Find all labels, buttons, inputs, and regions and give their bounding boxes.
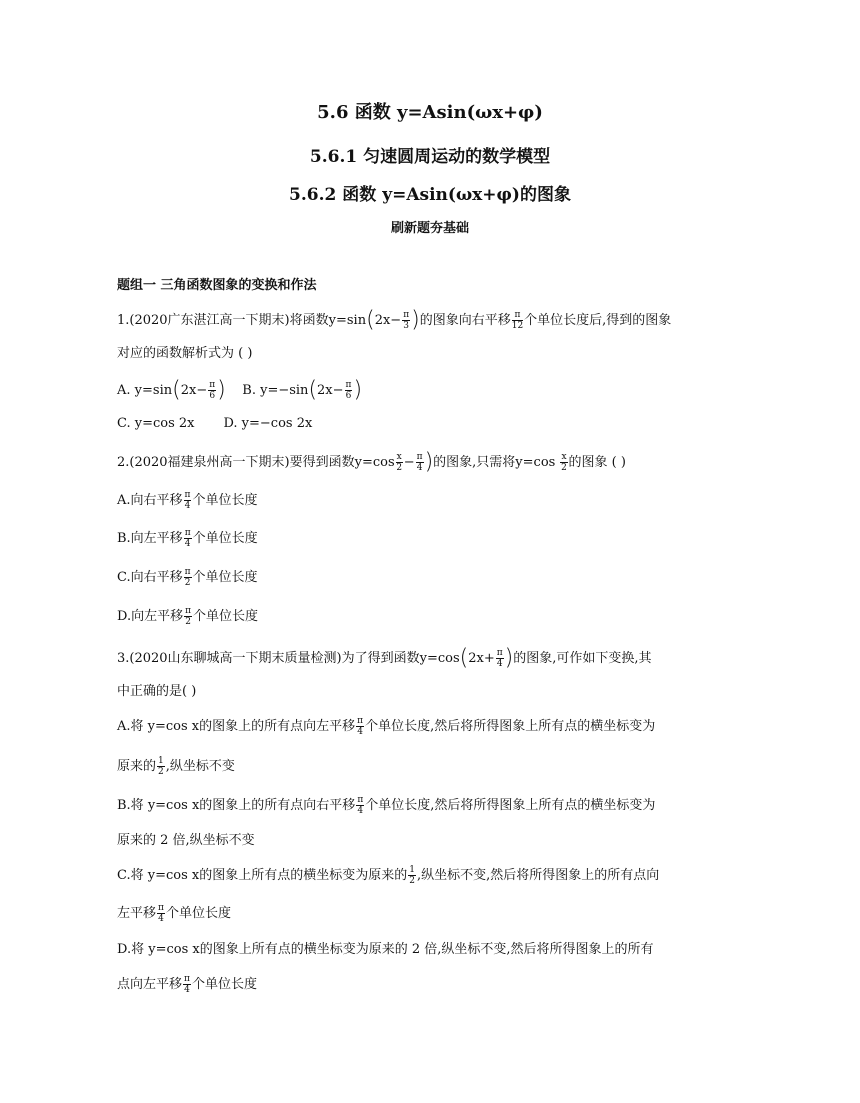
question-3-option-b-line-1: B.将 y=cos x的图象上的所有点向右平移 $\frac{\pi}{4}$ 个单位长度,然后将所得图象上所有点的横坐标变为 — [117, 795, 656, 816]
question-3-option-c-line-2: 左平移 $\frac{\pi}{4}$ 个单位长度 — [117, 903, 231, 924]
subsection-title-2: 5.6.2 函数 y=Asin(ωx+φ)的图象 — [289, 185, 571, 205]
subsection-title-1: 5.6.1 匀速圆周运动的数学模型 — [309, 147, 551, 167]
section-tag: 刷新题夯基础 — [390, 221, 469, 236]
question-2-option-b: B.向左平移 $\frac{\pi}{4}$ 个单位长度 — [117, 528, 258, 549]
section-title: 5.6 函数 y=Asin(ωx+φ) — [317, 102, 543, 123]
question-2-option-a: A.向右平移 $\frac{\pi}{4}$ 个单位长度 — [117, 490, 258, 511]
question-3-option-c-line-1: C.将 y=cos x的图象上所有点的横坐标变为原来的 $\frac{1}{2}$ ,纵坐标不变,然后将所得图象上的所有点向 — [117, 865, 660, 886]
question-3-option-d-line-1: D.将 y=cos x的图象上所有点的横坐标变为原来的 2 倍,纵坐标不变,然后将所得图象上的所有 — [117, 942, 654, 957]
group-heading: 题组一 三角函数图象的变换和作法 — [117, 278, 317, 293]
question-2-stem: 2.(2020福建泉州高一下期末)要得到函数y=cos $\frac{x}{2}$ − $\frac{\pi}{4}$ )的图象,只需将y=cos $\frac{x}{2}$ 的图象 ( ) — [117, 449, 626, 475]
question-1-line-2: 对应的函数解析式为 ( ) — [117, 346, 253, 361]
question-3-option-a-line-2: 原来的 $\frac{1}{2}$ ,纵坐标不变 — [117, 756, 235, 777]
question-1-options-ab: A. y=sin(2x− $\frac{\pi}{6}$ ) B. y=−sin(2x− $\frac{\pi}{6}$ ) — [117, 377, 363, 403]
question-1-line-1: 1.(2020广东湛江高一下期末)将函数y=sin(2x− $\frac{\pi}{3}$ )的图象向右平移 $\frac{\pi}{12}$ 个单位长度后,得到的图象 — [117, 307, 672, 333]
question-2-option-c: C.向右平移 $\frac{\pi}{2}$ 个单位长度 — [117, 567, 258, 588]
question-1-options-cd: C. y=cos 2x D. y=−cos 2x — [117, 416, 313, 431]
question-3-line-1: 3.(2020山东聊城高一下期末质量检测)为了得到函数y=cos(2x+ $\frac{\pi}{4}$ )的图象,可作如下变换,其 — [117, 645, 652, 671]
question-3-line-2: 中正确的是( ) — [117, 684, 197, 699]
question-3-option-d-line-2: 点向左平移 $\frac{\pi}{4}$ 个单位长度 — [117, 974, 257, 995]
question-3-option-a-line-1: A.将 y=cos x的图象上的所有点向左平移 $\frac{\pi}{4}$ 个单位长度,然后将所得图象上所有点的横坐标变为 — [117, 716, 656, 737]
question-2-option-d: D.向左平移 $\frac{\pi}{2}$ 个单位长度 — [117, 606, 259, 627]
question-3-option-b-line-2: 原来的 2 倍,纵坐标不变 — [117, 833, 255, 848]
